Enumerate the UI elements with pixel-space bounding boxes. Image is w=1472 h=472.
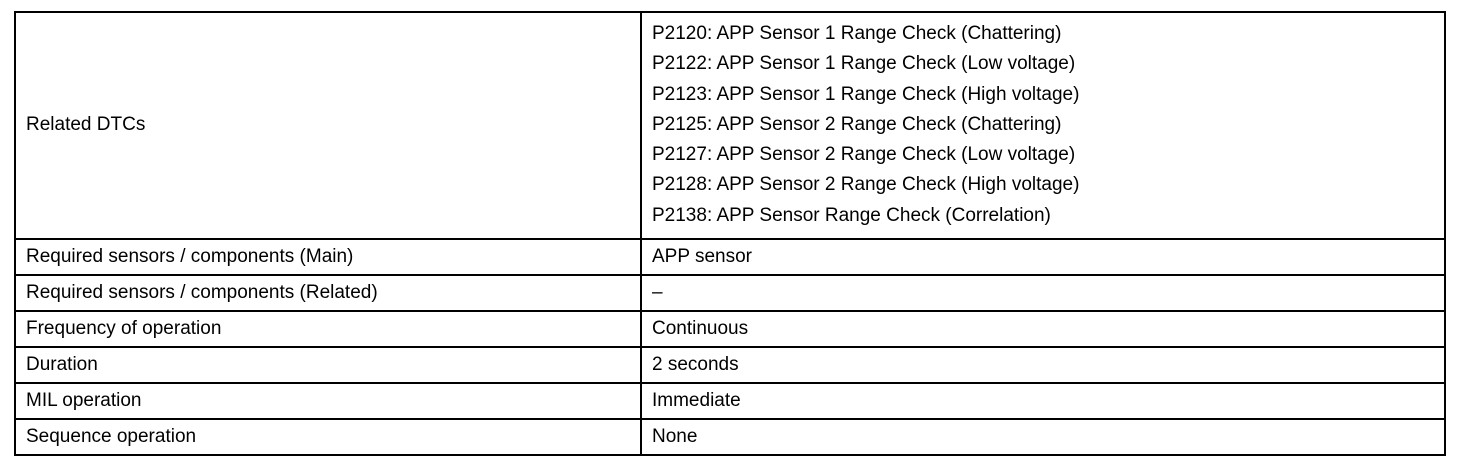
- dtc-item: P2123: APP Sensor 1 Range Check (High voltage): [652, 83, 1080, 105]
- row-value: None: [641, 419, 1445, 455]
- row-label: Duration: [15, 347, 641, 383]
- row-label: Required sensors / components (Main): [15, 239, 641, 275]
- row-value: Continuous: [641, 311, 1445, 347]
- row-value: APP sensor: [641, 239, 1445, 275]
- dtc-item: P2128: APP Sensor 2 Range Check (High voltage): [652, 174, 1080, 196]
- table-row-frequency: [15, 311, 1445, 347]
- row-label: Frequency of operation: [15, 311, 641, 347]
- table-row-related-dtcs: [15, 12, 1445, 239]
- table-row-mil-operation: [15, 383, 1445, 419]
- row-value: Immediate: [641, 383, 1445, 419]
- table-row-required-related: [15, 275, 1445, 311]
- dtc-item: P2125: APP Sensor 2 Range Check (Chattering): [652, 113, 1062, 135]
- row-label: Sequence operation: [15, 419, 641, 455]
- row-label: Required sensors / components (Related): [15, 275, 641, 311]
- dtc-spec-table: [14, 11, 1446, 456]
- table-row-sequence-operation: [15, 419, 1445, 455]
- dtc-item: P2122: APP Sensor 1 Range Check (Low voltage): [652, 53, 1076, 75]
- table-row-required-main: [15, 239, 1445, 275]
- dtc-item: P2120: APP Sensor 1 Range Check (Chattering): [652, 22, 1062, 44]
- row-label: Related DTCs: [15, 12, 641, 239]
- dtc-item: P2138: APP Sensor Range Check (Correlation): [652, 204, 1051, 226]
- table-row-duration: [15, 347, 1445, 383]
- dtc-item: P2127: APP Sensor 2 Range Check (Low voltage): [652, 144, 1076, 166]
- row-label: MIL operation: [15, 383, 641, 419]
- row-value: 2 seconds: [641, 347, 1445, 383]
- dtc-list-cell: [641, 12, 1445, 239]
- row-value: –: [641, 275, 1445, 311]
